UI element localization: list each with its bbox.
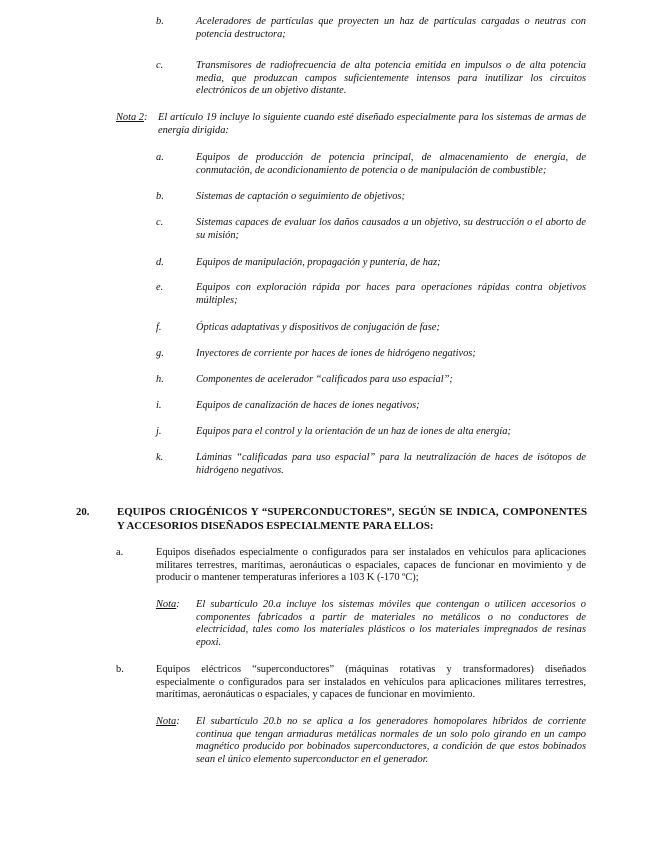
nota2-letter-k: k. [156,452,164,463]
nota2-label: Nota 2 [116,112,145,123]
nota2-text-e: Equipos con exploración rápida por haces para operaciones rápidas contra objetivos múltiples; [196,282,586,306]
item-text-c: Transmisores de radiofrecuencia de alta potencia emitida en impulsos o de alta potencia media, que produzcan campos suficientemente intensos para inutilizar los circuitos electrónicos de un objetivo distante. [196,60,586,97]
nota2-letter-c: c. [156,217,164,228]
nota2-text-j: Equipos para el control y la orientación de un haz de iones de alta energía; [196,426,511,437]
section-title: EQUIPOS CRIOGÉNICOS Y “SUPERCONDUCTORES”, SEGÚN SE INDICA, COMPONENTES Y ACCESORIOS DISEÑADOS ESPECIALMENTE PARA ELLOS: [117,506,587,532]
nota2-letter-a: a. [156,152,164,163]
nota2-letter-f: f. [156,322,162,333]
section-item-text-b: Equipos eléctricos “superconductores” (máquinas rotativas y transformadores) diseñados especialmente o configurados para ser instalados en vehículos para aplicaciones militares terrestres, marítimas, aeronáuticas o espaciales, y capaces de funcionar en movimiento. [156,664,586,701]
nota2-letter-g: g. [156,348,164,359]
section-number: 20. [76,506,90,518]
nota2-text-g: Inyectores de corriente por haces de iones de hidrógeno negativos; [196,348,476,359]
nota2-text-a: Equipos de producción de potencia principal, de almacenamiento de energía, de conmutación, de acondicionamiento de potencia o de manipulación de combustible; [196,152,586,176]
nota2-letter-e: e. [156,282,164,293]
nota2-text-h: Componentes de acelerador “calificados para uso espacial”; [196,374,453,385]
section-item-letter-a: a. [116,547,124,558]
nota2-letter-d: d. [156,257,164,268]
nota2-sep: : [144,112,148,123]
nota2-text-b: Sistemas de captación o seguimiento de objetivos; [196,191,405,202]
nota-a-label-group [156,599,180,612]
nota-b-sep: : [176,716,180,727]
item-letter-c: c. [156,60,164,71]
nota2-letter-j: j. [156,426,162,437]
nota-a-label: Nota [156,599,177,610]
nota2-text: El artículo 19 incluye lo siguiente cuando esté diseñado especialmente para los sistemas de armas de energía dirigida: [158,112,586,136]
nota-a-text: El subartículo 20.a incluye los sistemas móviles que contengan o utilicen accesorios o componentes fabricados a partir de materiales no metálicos o no conductores de electricidad, tales como los materiales plásticos o los materiales impregnados de resinas epoxi. [196,599,586,648]
nota2-text-i: Equipos de canalización de haces de iones negativos; [196,400,420,411]
nota-b-text: El subartículo 20.b no se aplica a los generadores homopolares híbridos de corriente continua que tengan armaduras metálicas normales de un solo polo girando en un campo magnético producido por bobinados superconductores, a condición de que estos bobinados sean el único elemento superconductor en el generador. [196,716,586,765]
item-letter-b: b. [156,16,164,27]
section-item-letter-b: b. [116,664,124,675]
nota2-text-f: Ópticas adaptativas y dispositivos de conjugación de fase; [196,322,440,333]
nota2-text-c: Sistemas capaces de evaluar los daños causados a un objetivo, su destrucción o el aborto de su misión; [196,217,586,241]
nota-a-sep: : [176,599,180,610]
nota2-letter-b: b. [156,191,164,202]
nota-b-label: Nota [156,716,177,727]
nota-b-label-group [156,716,180,729]
section-item-text-a: Equipos diseñados especialmente o configurados para ser instalados en vehículos para aplicaciones militares terrestres, marítimas, aeronáuticas o espaciales, capaces de funcionar en movimiento y de producir o mantener temperaturas inferiores a 103 K (-170 ºC); [156,547,586,584]
item-text-b: Aceleradores de partículas que proyecten un haz de partículas cargadas o neutras con potencia destructora; [196,16,586,40]
nota2-letter-h: h. [156,374,164,385]
nota2-label-group [116,112,147,125]
nota2-text-k: Láminas “calificadas para uso espacial” para la neutralización de haces de isótopos de hidrógeno negativos. [196,452,586,476]
nota2-text-d: Equipos de manipulación, propagación y puntería, de haz; [196,257,441,268]
nota2-letter-i: i. [156,400,162,411]
